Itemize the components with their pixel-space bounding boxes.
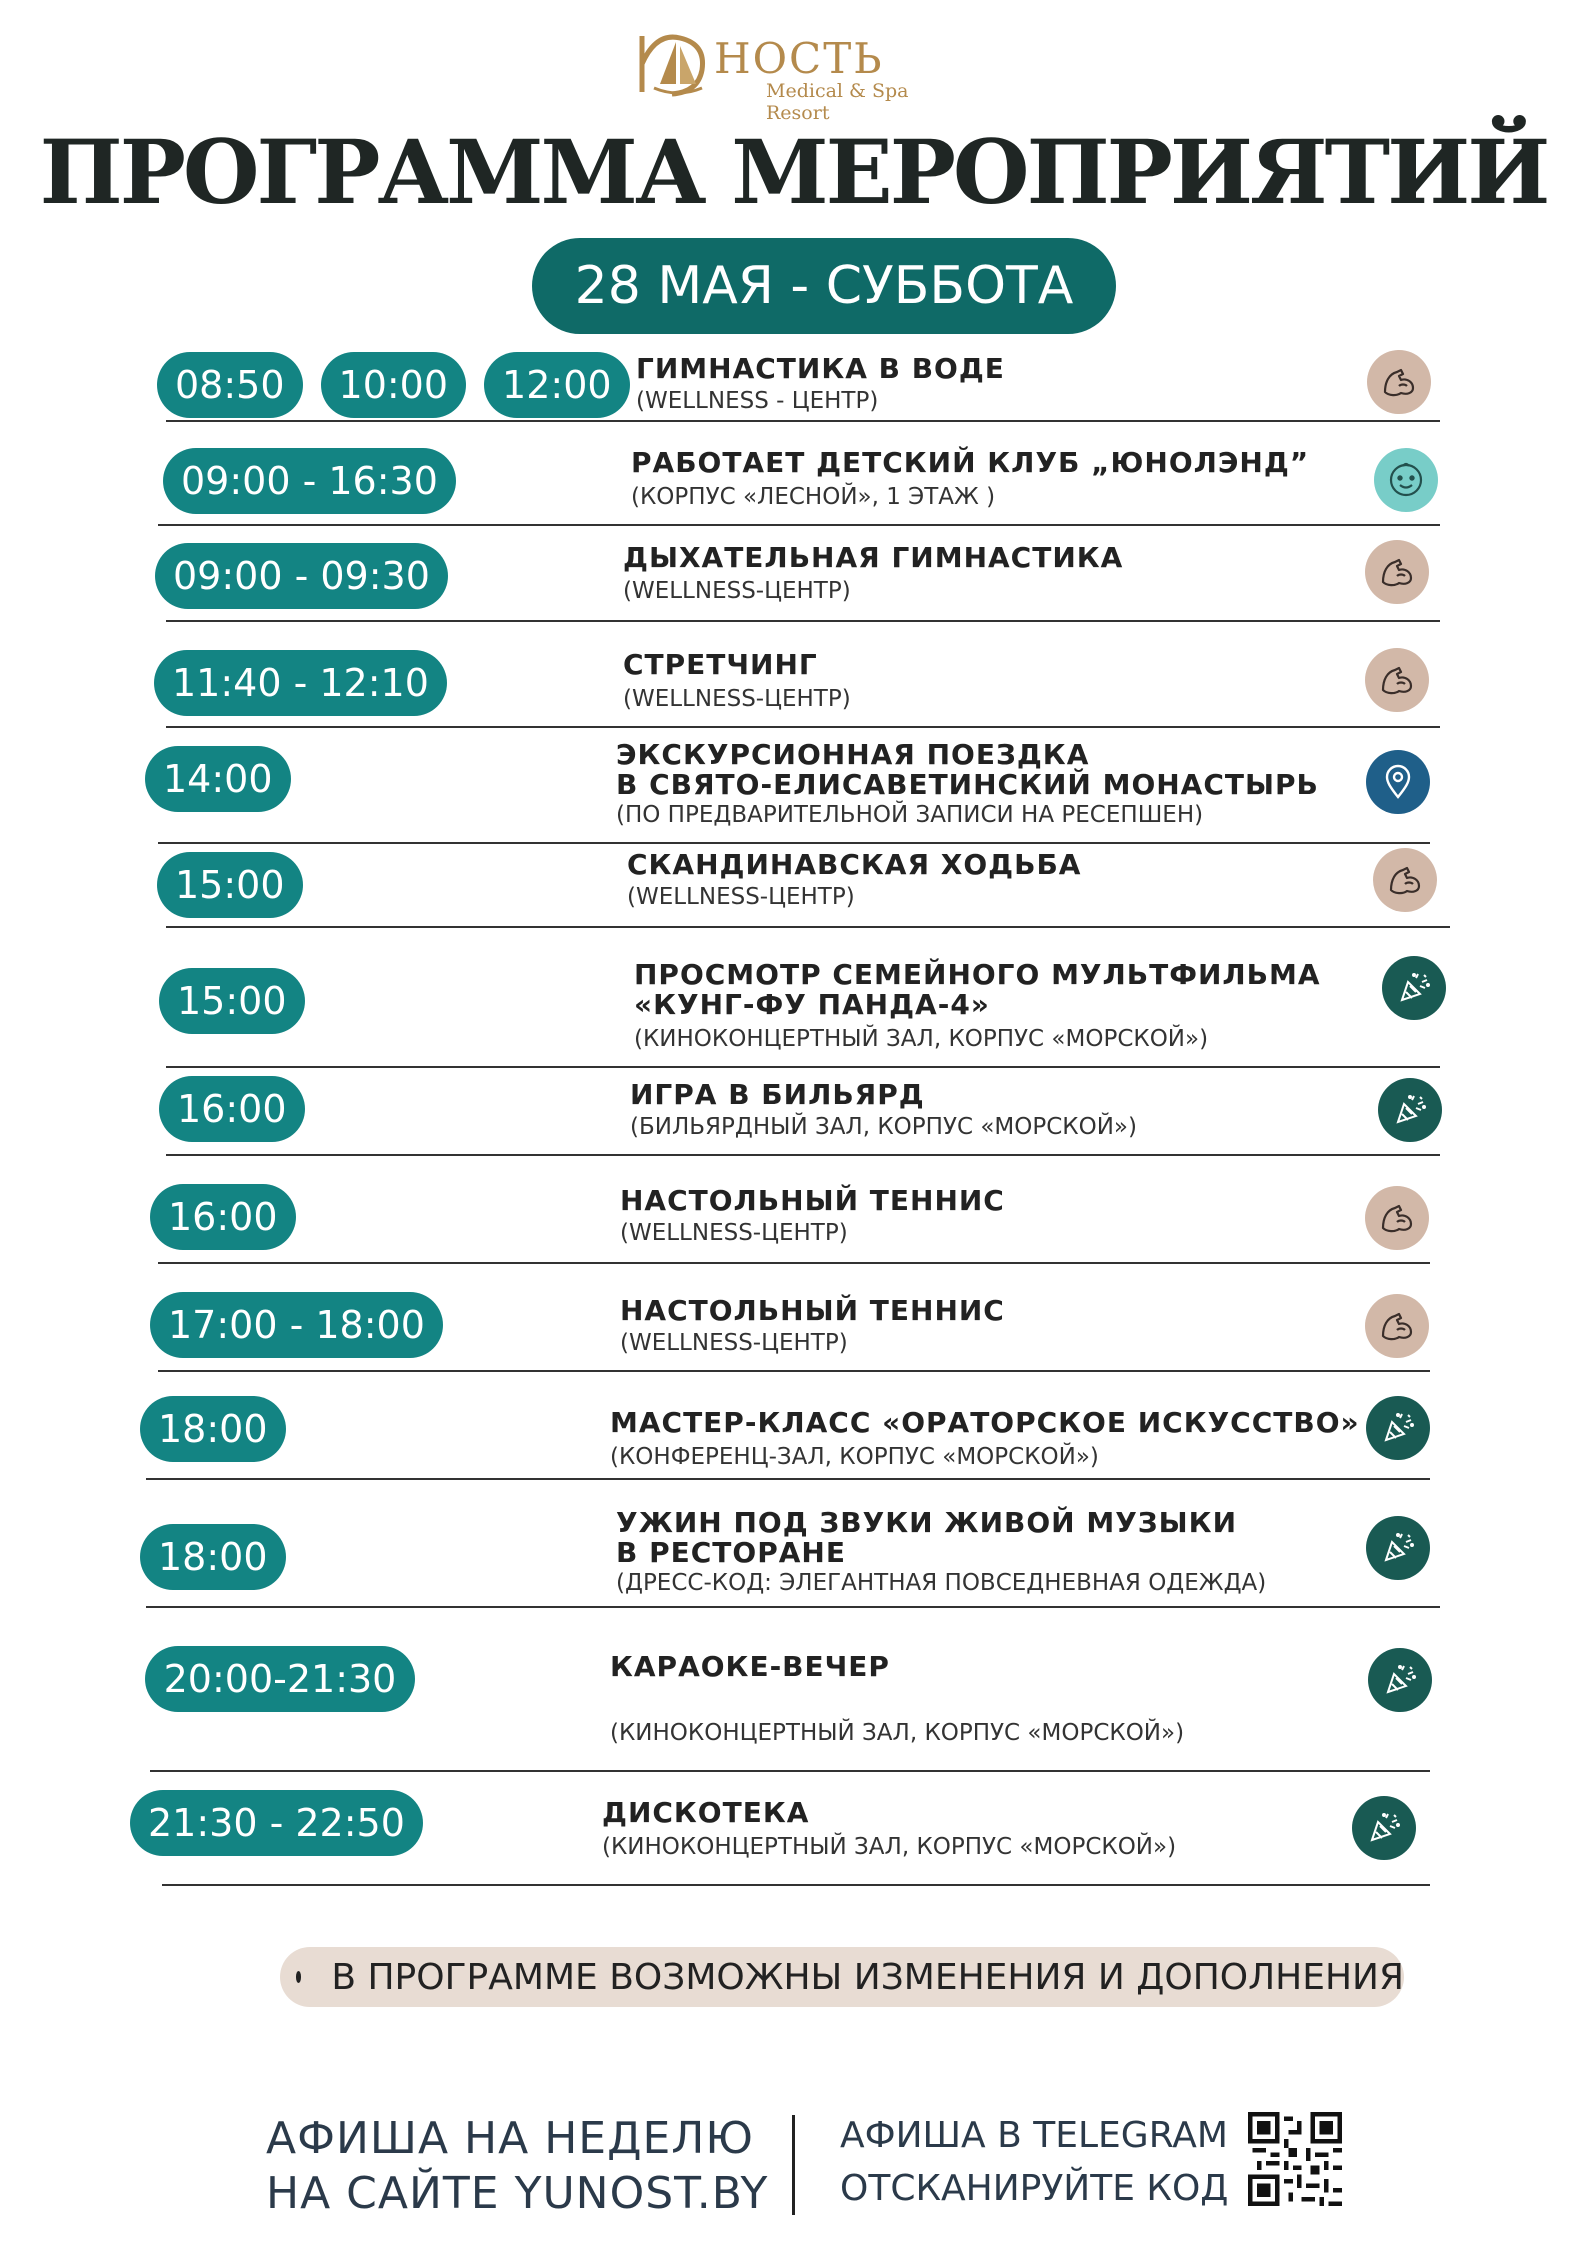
baby-icon [1374, 448, 1438, 512]
event-times [140, 1524, 286, 1590]
party-popper-icon [1366, 1396, 1430, 1460]
event-location: (WELLNESS-ЦЕНТР) [627, 884, 855, 910]
event-times [159, 968, 305, 1034]
event-times [150, 1292, 443, 1358]
notice-banner [280, 1947, 1404, 2007]
footer-week-link[interactable]: НА САЙТЕ YUNOST.BY [266, 2168, 769, 2219]
event-title: В СВЯТО-ЕЛИСАВЕТИНСКИЙ МОНАСТЫРЬ [616, 768, 1319, 801]
event-title: МАСТЕР-КЛАСС «ОРАТОРСКОЕ ИСКУССТВО» [610, 1406, 1360, 1439]
footer-telegram-line2: ОТСКАНИРУЙТЕ КОД [840, 2168, 1229, 2209]
resort-logo [636, 28, 956, 124]
bullet-icon [296, 1971, 301, 1983]
row-divider [146, 1478, 1430, 1480]
event-location: (ПО ПРЕДВАРИТЕЛЬНОЙ ЗАПИСИ НА РЕСЕПШЕН) [616, 802, 1204, 828]
event-location: (КИНОКОНЦЕРТНЫЙ ЗАЛ, КОРПУС «МОРСКОЙ») [610, 1720, 1185, 1746]
time-badge: 09:00 - 09:30 [155, 543, 448, 609]
time-badge: 08:50 [157, 352, 303, 418]
time-badge: 18:00 [140, 1524, 286, 1590]
event-title: КАРАОКЕ-ВЕЧЕР [610, 1650, 890, 1683]
row-divider [166, 726, 1440, 728]
footer-telegram-line1: АФИША В TELEGRAM [840, 2115, 1228, 2156]
muscle-icon [1365, 1186, 1429, 1250]
event-title: НАСТОЛЬНЫЙ ТЕННИС [620, 1294, 1005, 1327]
time-badge: 12:00 [484, 352, 630, 418]
notice-text: В ПРОГРАММЕ ВОЗМОЖНЫ ИЗМЕНЕНИЯ И ДОПОЛНЕНИЯ [331, 1956, 1404, 1998]
time-badge: 15:00 [159, 968, 305, 1034]
event-title: СТРЕТЧИНГ [623, 648, 818, 681]
row-divider [150, 1770, 1430, 1772]
event-times [154, 650, 447, 716]
event-times [150, 1184, 296, 1250]
event-location: (ДРЕСС-КОД: ЭЛЕГАНТНАЯ ПОВСЕДНЕВНАЯ ОДЕЖДА) [616, 1570, 1267, 1596]
page-title: ПРОГРАММА МЕРОПРИЯТИЙ [39, 120, 1548, 224]
event-title: СКАНДИНАВСКАЯ ХОДЬБА [627, 848, 1082, 881]
footer-week-line1: АФИША НА НЕДЕЛЮ [266, 2113, 754, 2164]
date-label: 28 МАЯ - СУББОТА [574, 256, 1074, 316]
row-divider [146, 1606, 1440, 1608]
event-title: ДИСКОТЕКА [602, 1796, 810, 1829]
row-divider [158, 1262, 1430, 1264]
party-popper-icon [1378, 1078, 1442, 1142]
time-badge: 16:00 [159, 1076, 305, 1142]
muscle-icon [1365, 540, 1429, 604]
time-badge: 11:40 - 12:10 [154, 650, 447, 716]
time-badge: 14:00 [145, 746, 291, 812]
date-badge [532, 238, 1116, 334]
event-location: (WELLNESS-ЦЕНТР) [620, 1330, 848, 1356]
muscle-icon [1365, 1294, 1429, 1358]
event-times [145, 746, 291, 812]
event-location: (КОРПУС «ЛЕСНОЙ», 1 ЭТАЖ ) [631, 484, 996, 510]
muscle-icon [1365, 648, 1429, 712]
muscle-icon [1373, 848, 1437, 912]
party-popper-icon [1352, 1796, 1416, 1860]
location-pin-icon [1366, 750, 1430, 814]
time-badge: 17:00 - 18:00 [150, 1292, 443, 1358]
event-title: РАБОТАЕТ ДЕТСКИЙ КЛУБ „ЮНОЛЭНД” [631, 446, 1310, 479]
event-title: УЖИН ПОД ЗВУКИ ЖИВОЙ МУЗЫКИ [616, 1506, 1238, 1539]
event-location: (WELLNESS - ЦЕНТР) [636, 388, 879, 414]
row-divider [158, 842, 1430, 844]
party-popper-icon [1366, 1516, 1430, 1580]
event-location: (WELLNESS-ЦЕНТР) [623, 578, 851, 604]
event-location: (КИНОКОНЦЕРТНЫЙ ЗАЛ, КОРПУС «МОРСКОЙ») [634, 1026, 1209, 1052]
event-times [157, 852, 303, 918]
row-divider [166, 1154, 1440, 1156]
time-badge: 15:00 [157, 852, 303, 918]
event-location: (WELLNESS-ЦЕНТР) [620, 1220, 848, 1246]
row-divider [166, 1066, 1440, 1068]
party-popper-icon [1382, 956, 1446, 1020]
event-location: (КОНФЕРЕНЦ-ЗАЛ, КОРПУС «МОРСКОЙ») [610, 1444, 1099, 1470]
row-divider [166, 620, 1440, 622]
event-times [130, 1790, 423, 1856]
event-location: (КИНОКОНЦЕРТНЫЙ ЗАЛ, КОРПУС «МОРСКОЙ») [602, 1834, 1177, 1860]
event-title: ГИМНАСТИКА В ВОДЕ [636, 352, 1005, 385]
brand-subtitle: Medical & Spa Resort [766, 80, 909, 124]
qr-code-icon[interactable] [1248, 2112, 1342, 2206]
row-divider [158, 1370, 1430, 1372]
event-times [140, 1396, 286, 1462]
time-badge: 20:00-21:30 [145, 1646, 415, 1712]
muscle-icon [1367, 350, 1431, 414]
party-popper-icon [1368, 1648, 1432, 1712]
brand-name: НОСТЬ [714, 34, 884, 83]
event-times [155, 543, 448, 609]
event-title: ЭКСКУРСИОННАЯ ПОЕЗДКА [616, 738, 1090, 771]
event-location: (WELLNESS-ЦЕНТР) [623, 686, 851, 712]
event-times [163, 448, 456, 514]
event-times [159, 1076, 305, 1142]
event-title: ДЫХАТЕЛЬНАЯ ГИМНАСТИКА [623, 541, 1124, 574]
event-title: ИГРА В БИЛЬЯРД [630, 1078, 925, 1111]
event-times [157, 352, 630, 418]
event-location: (БИЛЬЯРДНЫЙ ЗАЛ, КОРПУС «МОРСКОЙ») [630, 1114, 1137, 1140]
event-title: НАСТОЛЬНЫЙ ТЕННИС [620, 1184, 1005, 1217]
time-badge: 09:00 - 16:30 [163, 448, 456, 514]
event-title: «КУНГ-ФУ ПАНДА-4» [634, 988, 990, 1021]
time-badge: 16:00 [150, 1184, 296, 1250]
footer-divider [792, 2115, 795, 2215]
time-badge: 21:30 - 22:50 [130, 1790, 423, 1856]
row-divider [166, 420, 1440, 422]
event-times [145, 1646, 415, 1712]
time-badge: 10:00 [321, 352, 467, 418]
row-divider [166, 926, 1450, 928]
row-divider [162, 1884, 1430, 1886]
row-divider [158, 524, 1440, 526]
event-title: ПРОСМОТР СЕМЕЙНОГО МУЛЬТФИЛЬМА [634, 958, 1321, 991]
time-badge: 18:00 [140, 1396, 286, 1462]
event-title: В РЕСТОРАНЕ [616, 1536, 846, 1569]
sailboat-logo-icon [636, 28, 716, 108]
